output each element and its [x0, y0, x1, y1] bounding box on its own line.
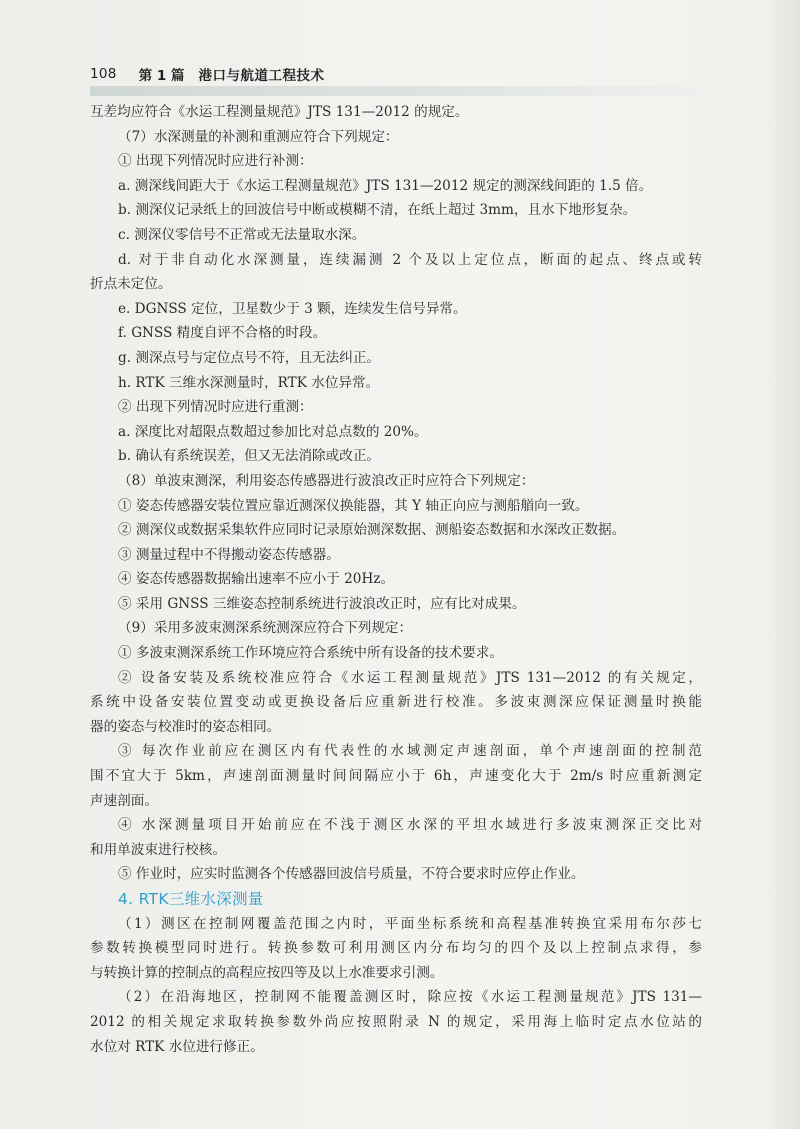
text-line: （8）单波束测深，利用姿态传感器进行波浪改正时应符合下列规定：	[118, 472, 535, 489]
text-line: d. 对于非自动化水深测量，连续漏测 2 个及以上定位点，断面的起点、终点或转	[118, 251, 702, 268]
part-label: 第 1 篇	[138, 68, 185, 84]
text-line: 与转换计算的控制点的高程应按四等及以上水准要求引测。	[90, 964, 444, 981]
text-line: ① 多波束测深系统工作环境应符合系统中所有设备的技术要求。	[118, 645, 503, 662]
text-line: ② 设备安装及系统校准应符合《水运工程测量规范》JTS 131—2012 的有关规定，	[118, 669, 702, 686]
text-line: 水位对 RTK 水位进行修正。	[90, 1038, 264, 1055]
text-line: e. DGNSS 定位，卫星数少于 3 颗，连续发生信号异常。	[118, 300, 467, 317]
text-line: 2012 的相关规定求取转换参数外尚应按照附录 N 的规定，采用海上临时定点水位站的	[90, 1013, 702, 1030]
text-line: ④ 姿态传感器数据输出速率不应小于 20Hz。	[118, 571, 395, 588]
page-edge-shadow	[764, 0, 800, 1129]
text-line: h. RTK 三维水深测量时，RTK 水位异常。	[118, 374, 380, 391]
text-line: ② 出现下列情况时应进行重测：	[118, 399, 313, 416]
text-line: 互差均应符合《水运工程测量规范》JTS 131—2012 的规定。	[90, 104, 469, 120]
text-line: g. 测深点号与定位点号不符，且无法纠正。	[118, 349, 381, 366]
text-line: ① 姿态传感器安装位置应靠近测深仪换能器，其 Y 轴正向应与测船艏向一致。	[118, 497, 589, 514]
text-line: ③ 每次作业前应在测区内有代表性的水域测定声速剖面，单个声速剖面的控制范	[118, 743, 702, 760]
header-rule	[90, 86, 702, 96]
text-line: （9）采用多波束测深系统测深应符合下列规定：	[118, 620, 413, 637]
body-text	[90, 100, 702, 1059]
text-line: （1）测区在控制网覆盖范围之内时，平面坐标系统和高程基准转换宜采用布尔莎七	[118, 915, 702, 932]
text-line: ⑤ 采用 GNSS 三维姿态控制系统进行波浪改正时，应有比对成果。	[118, 595, 526, 612]
text-line: b. 测深仪记录纸上的回波信号中断或模糊不清，在纸上超过 3mm，且水下地形复杂。	[118, 202, 637, 219]
text-line: ① 出现下列情况时应进行补测：	[118, 153, 313, 170]
section-heading: 4. RTK三维水深测量	[118, 890, 264, 908]
text-line: ③ 测量过程中不得搬动姿态传感器。	[118, 546, 340, 563]
text-line: 声速剖面。	[90, 792, 158, 809]
running-header	[90, 63, 324, 85]
text-line: c. 测深仪零信号不正常或无法量取水深。	[118, 226, 366, 243]
text-line: 折点未定位。	[90, 276, 172, 293]
text-line: 围不宜大于 5km，声速剖面测量时间间隔应小于 6h，声速变化大于 2m/s 时应重新测定	[90, 768, 702, 785]
text-line: ④ 水深测量项目开始前应在不浅于测区水深的平坦水域进行多波束测深正交比对	[118, 817, 702, 834]
page-number: 108	[90, 66, 117, 82]
text-line: b. 确认有系统误差，但又无法消除或改正。	[118, 448, 381, 465]
text-line: （7）水深测量的补测和重测应符合下列规定：	[118, 128, 399, 145]
text-line: f. GNSS 精度自评不合格的时段。	[118, 325, 327, 342]
text-line: ② 测深仪或数据采集软件应同时记录原始测深数据、测船姿态数据和水深改正数据。	[118, 522, 626, 539]
text-line: 器的姿态与校准时的姿态相同。	[90, 718, 281, 735]
chapter-title: 港口与航道工程技术	[198, 68, 325, 84]
text-line: 系统中设备安装位置变动或更换设备后应重新进行校准。多波束测深应保证测量时换能	[90, 694, 702, 711]
text-line: 参数转换模型同时进行。转换参数可利用测区内分布均匀的四个及以上控制点求得，参	[90, 940, 702, 957]
text-line: a. 测深线间距大于《水运工程测量规范》JTS 131—2012 规定的测深线间距的 1.5 倍。	[118, 177, 653, 194]
text-line: 和用单波束进行校核。	[90, 841, 226, 858]
text-line: （2）在沿海地区，控制网不能覆盖测区时，除应按《水运工程测量规范》JTS 131—	[118, 989, 702, 1006]
text-line: ⑤ 作业时，应实时监测各个传感器回波信号质量，不符合要求时应停止作业。	[118, 866, 585, 883]
text-line: a. 深度比对超限点数超过参加比对总点数的 20%。	[118, 423, 428, 440]
